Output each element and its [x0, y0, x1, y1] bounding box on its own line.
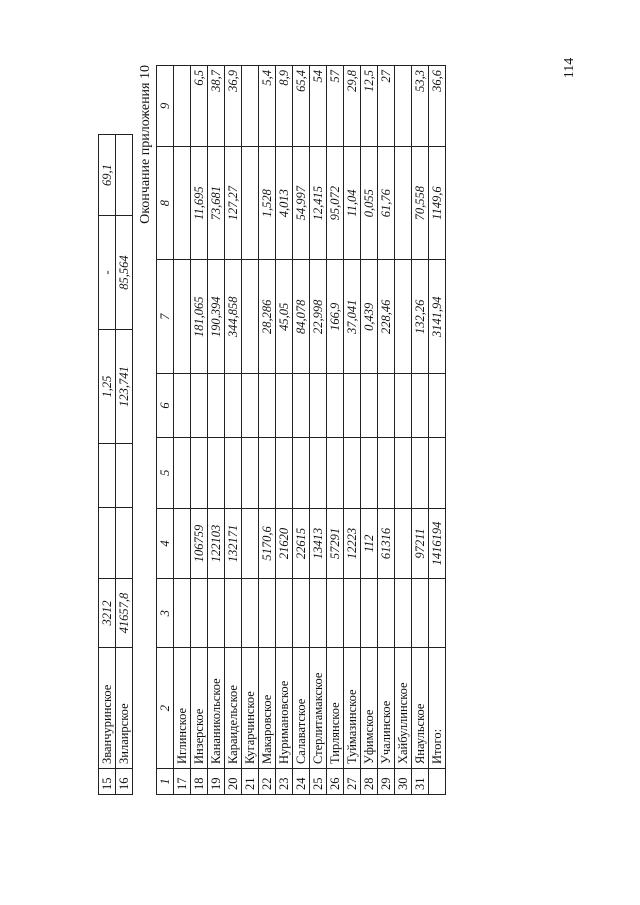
cell-c7: 344,858: [225, 260, 242, 374]
cell-c8: [395, 146, 412, 260]
forestry-table: [156, 65, 446, 795]
cell-c6: [225, 374, 242, 438]
header-row: [157, 66, 174, 795]
cell-n: 21: [242, 769, 259, 795]
cell-c3: [276, 579, 293, 648]
cell-c5: [242, 437, 259, 508]
page-number: 114: [562, 57, 578, 79]
cell-c8: 0,055: [361, 146, 378, 260]
cell-c6: [276, 374, 293, 438]
cell-c4: 5170,6: [259, 508, 276, 579]
column-header-4: 4: [157, 508, 174, 579]
cell-c9: [174, 66, 191, 147]
cell-c6: [395, 374, 412, 438]
cell-c3: [174, 579, 191, 648]
cell-c3: [242, 579, 259, 648]
cell-c7: 3141,94: [429, 260, 446, 374]
cell-c8: [242, 146, 259, 260]
cell-name: Инзерское: [191, 648, 208, 769]
table-row: [412, 66, 429, 795]
cell-c5: [293, 437, 310, 508]
cell-c5: [208, 437, 225, 508]
table-row: [191, 66, 208, 795]
cell-name: Хайбуллинское: [395, 648, 412, 769]
cell-c9: [395, 66, 412, 147]
cell-c7: 181,065: [191, 260, 208, 374]
cell-name: Караидельское: [225, 648, 242, 769]
cell-n: 31: [412, 769, 429, 795]
cell-name: Кананикольское: [208, 648, 225, 769]
cell-c8: 85,564: [116, 216, 133, 330]
column-header-8: 8: [157, 146, 174, 260]
appendix-note: Окончание приложения 10: [138, 65, 153, 224]
table-row: [174, 66, 191, 795]
cell-c6: [412, 374, 429, 438]
table-row: [276, 66, 293, 795]
table-row: [310, 66, 327, 795]
cell-c4: 122103: [208, 508, 225, 579]
cell-c6: [344, 374, 361, 438]
cell-c8: 61,76: [378, 146, 395, 260]
cell-c8: 73,681: [208, 146, 225, 260]
cell-c5: [225, 437, 242, 508]
cell-c5: [361, 437, 378, 508]
cell-c8: [174, 146, 191, 260]
cell-c5: [116, 508, 133, 579]
cell-n: 27: [344, 769, 361, 795]
cell-c8: -: [99, 216, 116, 330]
cell-c5: [259, 437, 276, 508]
cell-c7: 190,394: [208, 260, 225, 374]
cell-name: Нуримановское: [276, 648, 293, 769]
cell-c7: 84,078: [293, 260, 310, 374]
cell-name: Стерлитамакское: [310, 648, 327, 769]
table-row: [259, 66, 276, 795]
cell-n: 25: [310, 769, 327, 795]
cell-c7: [242, 260, 259, 374]
cell-c5: [327, 437, 344, 508]
cell-c9: 69,1: [99, 135, 116, 216]
cell-c3: [429, 579, 446, 648]
cell-name: Званчуринское: [99, 648, 116, 769]
table-continuation-top: [98, 134, 133, 795]
cell-c3: [344, 579, 361, 648]
cell-n: 30: [395, 769, 412, 795]
cell-n: 26: [327, 769, 344, 795]
cell-c5: [395, 437, 412, 508]
cell-c6: [327, 374, 344, 438]
table-row: [378, 66, 395, 795]
cell-c5: [344, 437, 361, 508]
cell-c6: [310, 374, 327, 438]
cell-name: Макаровское: [259, 648, 276, 769]
cell-c8: 127,27: [225, 146, 242, 260]
cell-n: 15: [99, 769, 116, 795]
cell-n: 28: [361, 769, 378, 795]
cell-name: Уфимское: [361, 648, 378, 769]
cell-c3: [259, 579, 276, 648]
cell-c6: [242, 374, 259, 438]
cell-c5: [429, 437, 446, 508]
cell-c3: [327, 579, 344, 648]
cell-c9: 65,4: [293, 66, 310, 147]
cell-n: 19: [208, 769, 225, 795]
cell-c4: 13413: [310, 508, 327, 579]
cell-c6: [361, 374, 378, 438]
cell-c3: [191, 579, 208, 648]
cell-c9: 6,5: [191, 66, 208, 147]
cell-c9: 38,7: [208, 66, 225, 147]
cell-c7: 22,998: [310, 260, 327, 374]
cell-name: Кугарчинское: [242, 648, 259, 769]
cell-name: Иглинское: [174, 648, 191, 769]
cell-c9: [116, 135, 133, 216]
cell-c7: 1,25: [99, 330, 116, 444]
cell-c4: 3212: [99, 579, 116, 648]
table-row: [293, 66, 310, 795]
cell-c6: [99, 444, 116, 508]
cell-c4: [395, 508, 412, 579]
cell-c8: 12,415: [310, 146, 327, 260]
cell-c9: 8,9: [276, 66, 293, 147]
cell-n: [429, 769, 446, 795]
cell-c9: 36,6: [429, 66, 446, 147]
cell-name: Зилаирское: [116, 648, 133, 769]
table-row: [361, 66, 378, 795]
cell-c4: 106759: [191, 508, 208, 579]
cell-c6: [293, 374, 310, 438]
cell-c9: 27: [378, 66, 395, 147]
cell-c7: [174, 260, 191, 374]
cell-c4: 1416194: [429, 508, 446, 579]
cell-c3: [412, 579, 429, 648]
cell-c5: [99, 508, 116, 579]
cell-c9: 5,4: [259, 66, 276, 147]
cell-name: Итого:: [429, 648, 446, 769]
cell-c9: 36,9: [225, 66, 242, 147]
cell-n: 24: [293, 769, 310, 795]
cell-c6: [208, 374, 225, 438]
cell-name: Учалинское: [378, 648, 395, 769]
cell-c9: 57: [327, 66, 344, 147]
cell-c8: 95,072: [327, 146, 344, 260]
cell-c4: 132171: [225, 508, 242, 579]
cell-c6: [174, 374, 191, 438]
cell-c4: [242, 508, 259, 579]
cell-c7: 123,741: [116, 330, 133, 444]
cell-c7: 37,041: [344, 260, 361, 374]
table-row: [99, 135, 116, 795]
cell-c3: [361, 579, 378, 648]
cell-c5: [174, 437, 191, 508]
table-row: [225, 66, 242, 795]
cell-c3: [310, 579, 327, 648]
cell-c9: [242, 66, 259, 147]
rotated-table-area: [98, 65, 448, 795]
cell-c6: [116, 444, 133, 508]
column-header-1: 1: [157, 769, 174, 795]
cell-name: Салаватское: [293, 648, 310, 769]
cell-c8: 11,04: [344, 146, 361, 260]
cell-c4: 12223: [344, 508, 361, 579]
column-header-9: 9: [157, 66, 174, 147]
cell-c8: 11,695: [191, 146, 208, 260]
cell-name: Янаульское: [412, 648, 429, 769]
cell-c6: [259, 374, 276, 438]
cell-c7: 45,05: [276, 260, 293, 374]
column-header-7: 7: [157, 260, 174, 374]
cell-c4: 112: [361, 508, 378, 579]
cell-n: 23: [276, 769, 293, 795]
cell-n: 16: [116, 769, 133, 795]
cell-c8: 54,997: [293, 146, 310, 260]
cell-c8: 1149,6: [429, 146, 446, 260]
cell-c3: [225, 579, 242, 648]
cell-c8: 1,528: [259, 146, 276, 260]
cell-c9: 29,8: [344, 66, 361, 147]
table-row: [242, 66, 259, 795]
cell-c9: 54: [310, 66, 327, 147]
cell-c8: 4,013: [276, 146, 293, 260]
cell-c5: [378, 437, 395, 508]
column-header-2: 2: [157, 648, 174, 769]
cell-c3: [395, 579, 412, 648]
cell-n: 29: [378, 769, 395, 795]
cell-c9: 53,3: [412, 66, 429, 147]
cell-n: 18: [191, 769, 208, 795]
cell-c5: [310, 437, 327, 508]
table-row: [116, 135, 133, 795]
cell-c7: [395, 260, 412, 374]
cell-c4: 61316: [378, 508, 395, 579]
cell-n: 17: [174, 769, 191, 795]
column-header-3: 3: [157, 579, 174, 648]
cell-c3: [378, 579, 395, 648]
cell-c7: 0,439: [361, 260, 378, 374]
cell-name: Туймазинское: [344, 648, 361, 769]
cell-c9: 12,5: [361, 66, 378, 147]
cell-c4: 21620: [276, 508, 293, 579]
cell-c4: 41657,8: [116, 579, 133, 648]
cell-c5: [412, 437, 429, 508]
table-row: [327, 66, 344, 795]
cell-c4: 97211: [412, 508, 429, 579]
cell-n: 20: [225, 769, 242, 795]
cell-c6: [429, 374, 446, 438]
table-row: [344, 66, 361, 795]
cell-name: Тирлянское: [327, 648, 344, 769]
column-header-5: 5: [157, 437, 174, 508]
cell-c7: 132,26: [412, 260, 429, 374]
table-row: [429, 66, 446, 795]
cell-c5: [276, 437, 293, 508]
cell-c6: [191, 374, 208, 438]
cell-c8: 70,558: [412, 146, 429, 260]
table-row: [395, 66, 412, 795]
cell-c3: [293, 579, 310, 648]
cell-c6: [378, 374, 395, 438]
cell-c3: [208, 579, 225, 648]
cell-n: 22: [259, 769, 276, 795]
cell-c7: 166,9: [327, 260, 344, 374]
cell-c7: 228,46: [378, 260, 395, 374]
cell-c7: 28,286: [259, 260, 276, 374]
cell-c4: [174, 508, 191, 579]
cell-c4: 57291: [327, 508, 344, 579]
cell-c4: 22615: [293, 508, 310, 579]
column-header-6: 6: [157, 374, 174, 438]
cell-c5: [191, 437, 208, 508]
table-row: [208, 66, 225, 795]
